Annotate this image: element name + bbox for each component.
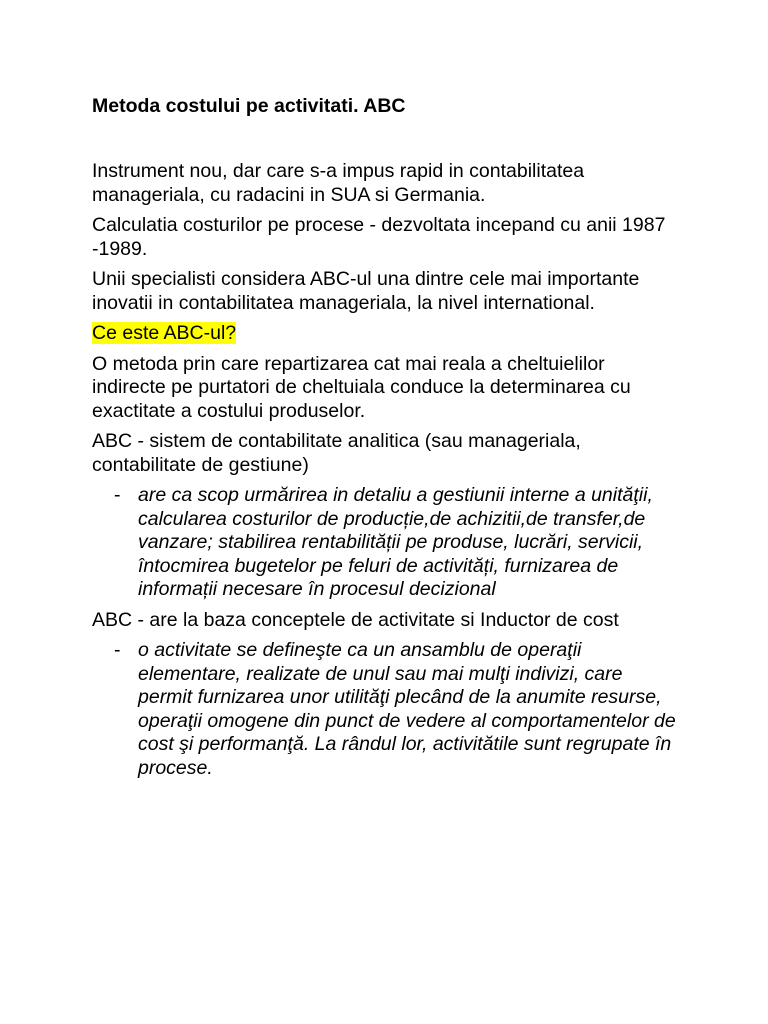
paragraph-concepts: ABC - are la baza conceptele de activitate si Inductor de cost	[92, 608, 619, 631]
paragraph-intro: Instrument nou, dar care s-a impus rapid in contabilitatea manageriala, cu radacini in SUA si Germania.	[92, 160, 585, 206]
paragraph-specialists: Unii specialisti considera ABC-ul una dintre cele mai importante inovatii in contabilitatea manageriala, la nivel international.	[92, 268, 640, 314]
document-title: Metoda costului pe activitati. ABC	[92, 95, 406, 117]
bullet-text: are ca scop urmărirea in detaliu a gestiunii interne a unităţii, calcularea costurilor de producție,de achizitii,de transfer,de vanzare; stabilirea rentabilității pe produse, lucrări, servicii, întocmirea bugetelor pe feluri de activități, furnizarea de informații necesare în procesul decizional	[138, 484, 653, 600]
bullet-dash: -	[114, 639, 121, 661]
list-item-activity	[92, 639, 682, 780]
bullet-text: o activitate se defineşte ca un ansamblu de operaţii elementare, realizate de unul sau mai mulţi indivizi, care permit furnizarea unor utilităţi plecând de la anumite resurse, operaţii omogene din punct de vedere al comportamentelor de cost şi performanţă. La rândul lor, activitătile sunt regrupate în procese.	[138, 639, 676, 779]
question-line	[92, 322, 682, 346]
list-item-scope	[92, 484, 682, 602]
document-body	[92, 160, 682, 787]
highlighted-question: Ce este ABC-ul?	[92, 322, 237, 344]
bullet-dash: -	[114, 484, 121, 506]
paragraph-definition: O metoda prin care repartizarea cat mai reala a cheltuielilor indirecte pe purtatori de cheltuiala conduce la determinarea cu exactitate a costului produselor.	[92, 352, 631, 422]
paragraph-system: ABC - sistem de contabilitate analitica (sau manageriala, contabilitate de gestiune)	[92, 430, 581, 476]
paragraph-process-costing: Calculatia costurilor pe procese - dezvoltata incepand cu anii 1987 -1989.	[92, 214, 666, 260]
